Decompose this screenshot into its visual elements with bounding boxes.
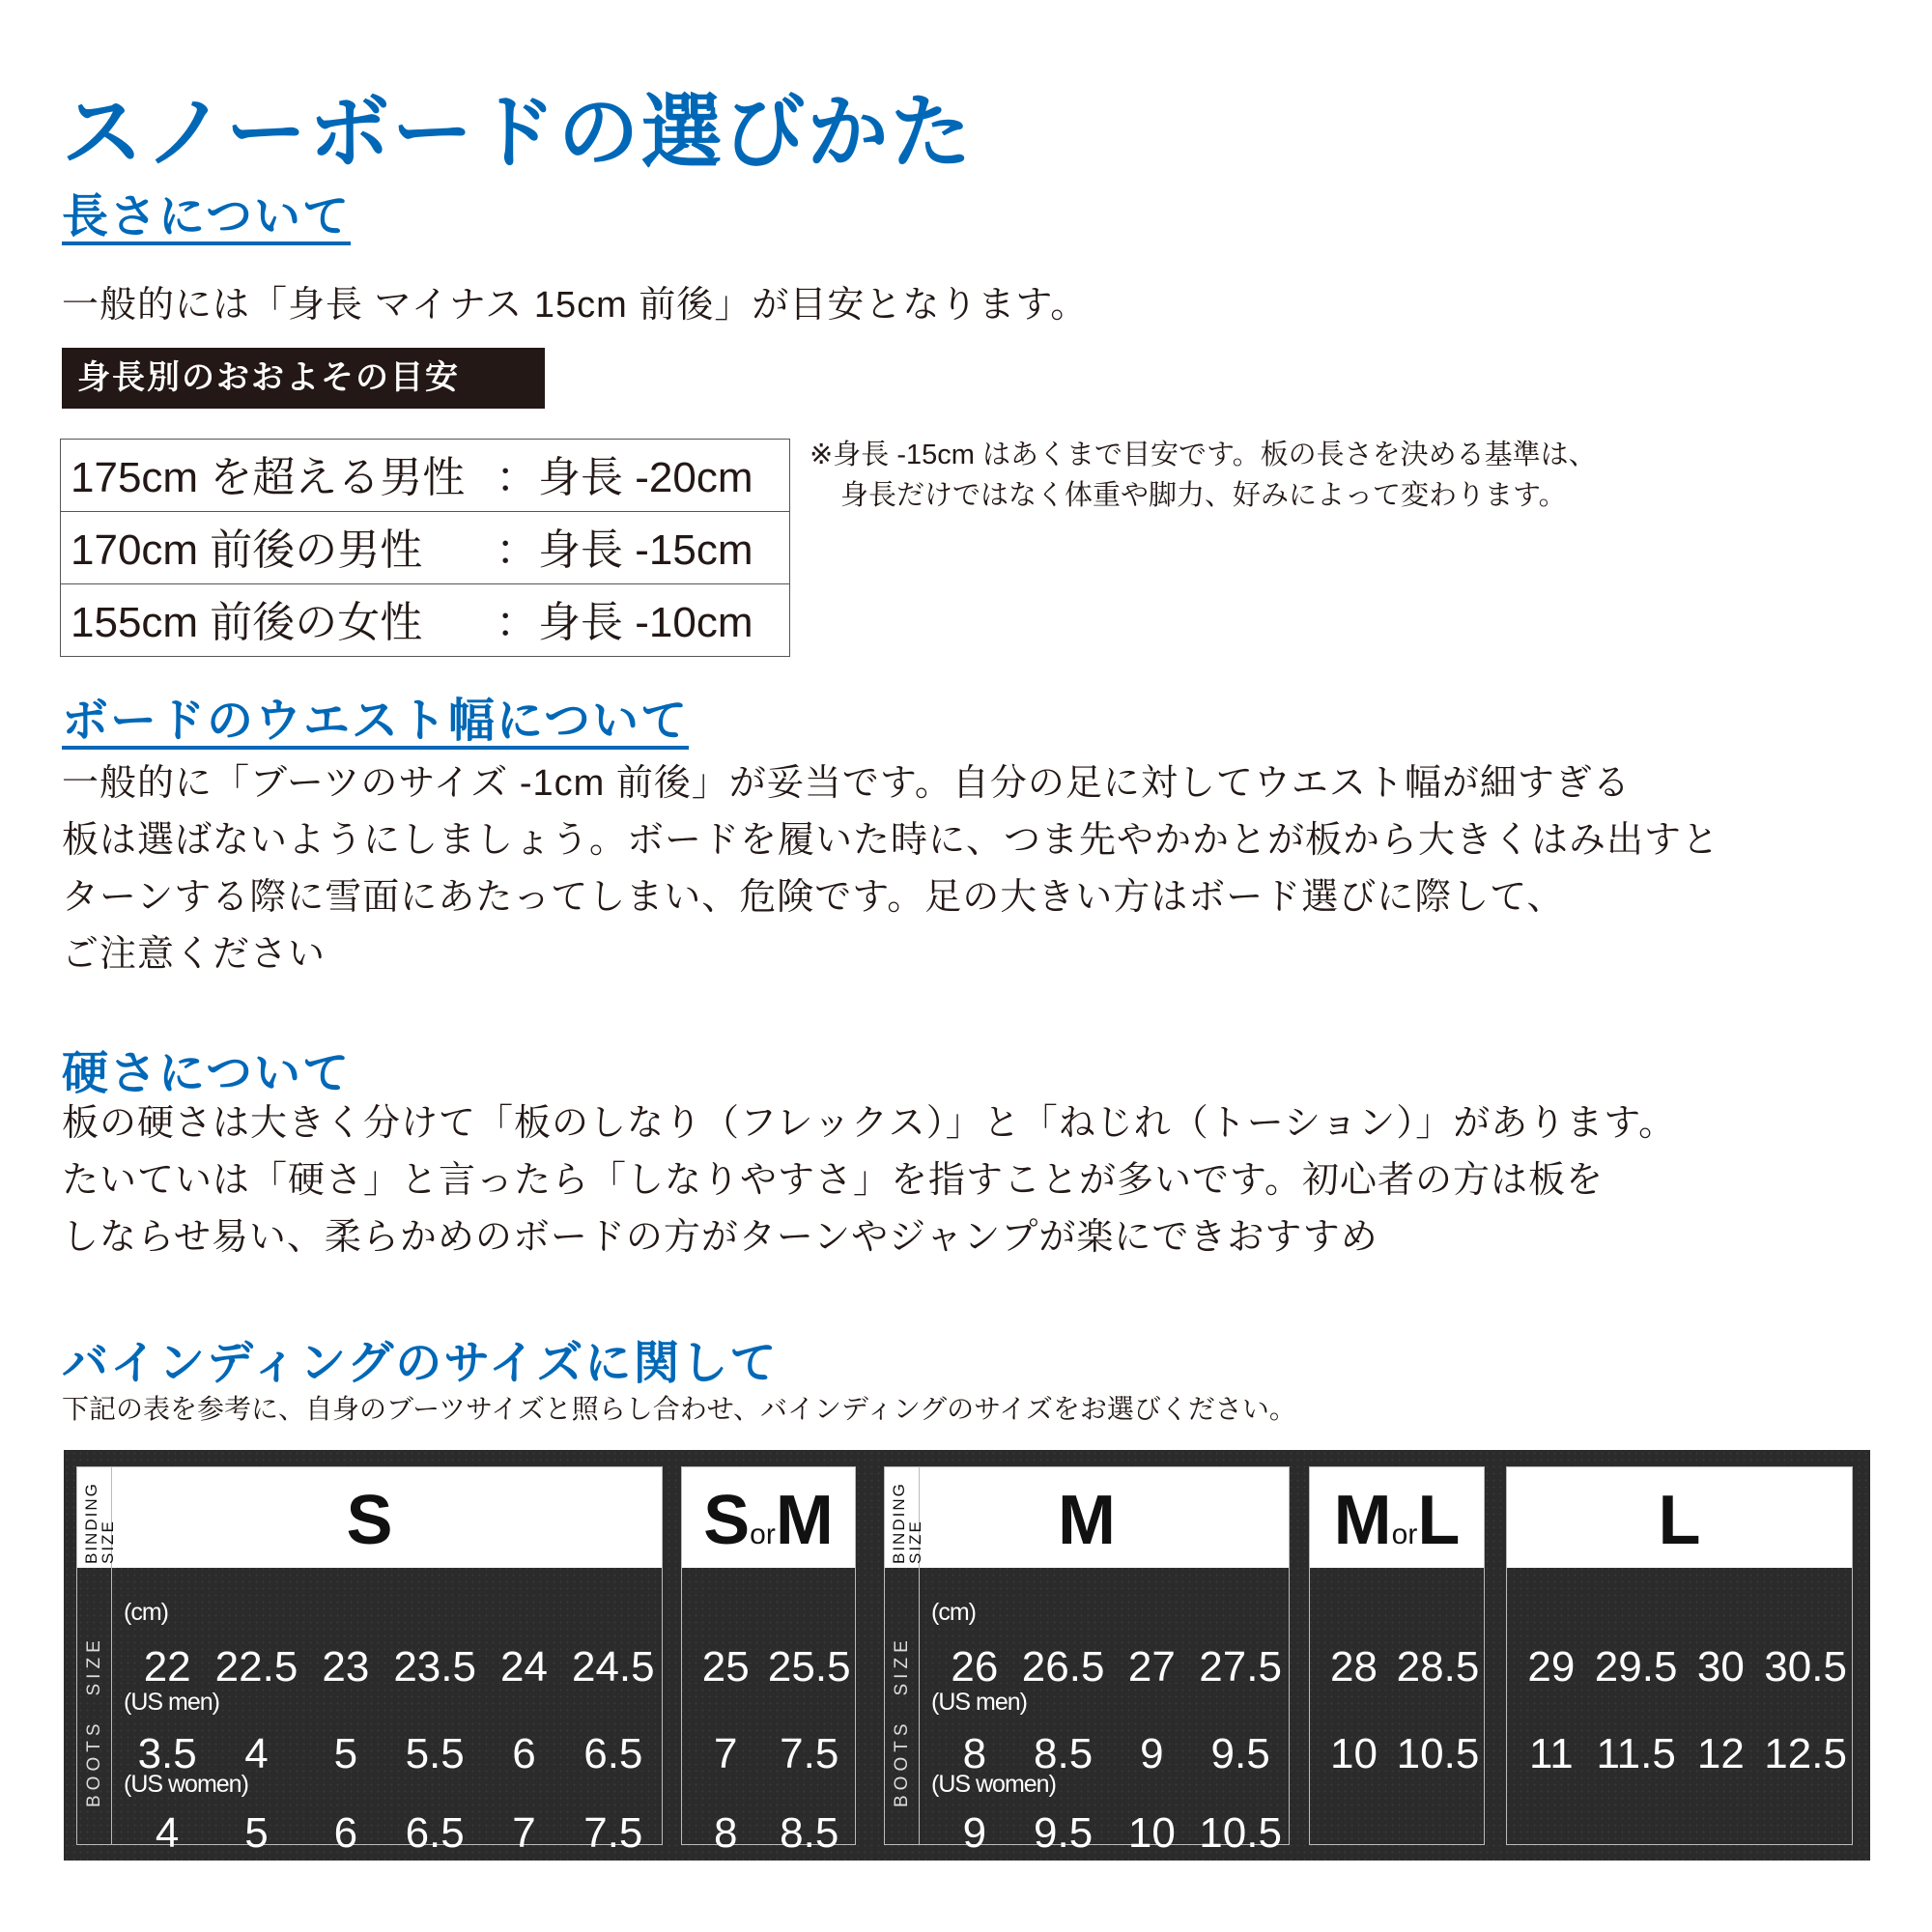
size-group-m — [884, 1466, 1290, 1857]
row-right: ：身長 -20cm — [496, 454, 753, 501]
table-row — [61, 512, 789, 584]
row-right: ：身長 -15cm — [496, 526, 753, 574]
size-value: 6.5 — [405, 1809, 465, 1857]
text-line: ターンする際に雪面にあたってしまい、危険です。足の大きい方はボード選びに際して、 — [62, 877, 1565, 918]
row-right: ：身長 -10cm — [496, 599, 753, 646]
group-header — [885, 1467, 1289, 1568]
or-text: or — [750, 1519, 776, 1550]
size-value: 5 — [333, 1730, 358, 1777]
size-group-s-or-m — [681, 1466, 856, 1857]
size-value: 7 — [714, 1730, 738, 1777]
binding-subtext: 下記の表を参考に、自身のブーツサイズと照らし合わせ、バインディングのサイズをお選びください。 — [62, 1394, 1296, 1424]
size-value: 27 — [1127, 1643, 1176, 1690]
binding-size — [885, 1477, 1289, 1564]
row-label-women: (US women) — [931, 1771, 1056, 1798]
text-line: ご注意ください — [62, 934, 327, 975]
size-value: 26.5 — [1021, 1643, 1105, 1690]
binding-size — [1507, 1477, 1852, 1564]
size-value: 6.5 — [583, 1730, 643, 1777]
size-value: 8.5 — [1034, 1730, 1094, 1777]
values-men — [1509, 1730, 1848, 1778]
binding-size-label — [891, 1482, 923, 1564]
size-value: 25 — [701, 1643, 750, 1690]
text-line: 一般的に「ブーツのサイズ -1cm 前後」が妥当です。自分の足に対してウエスト幅が細すぎる — [62, 763, 1631, 804]
values-cm — [930, 1643, 1285, 1691]
size-value: 26 — [951, 1643, 999, 1690]
values-men — [930, 1730, 1285, 1778]
values-men — [123, 1730, 658, 1778]
group-header — [1507, 1467, 1852, 1568]
row-left: 155cm 前後の女性 — [71, 599, 423, 646]
binding-size — [77, 1477, 662, 1564]
group-header — [682, 1467, 855, 1568]
stiffness-text — [62, 1095, 1676, 1266]
text-line: しならせ易い、柔らかめのボードの方がターンやジャンプが楽にできおすすめ — [62, 1217, 1378, 1258]
values-men — [1312, 1730, 1480, 1778]
size-value: 29.5 — [1594, 1643, 1678, 1690]
stiffness-heading: 硬さについて — [62, 1048, 352, 1099]
size-value: 12.5 — [1764, 1730, 1847, 1777]
size-value: 8 — [714, 1809, 738, 1857]
size-value: 7 — [512, 1809, 536, 1857]
label-line: SIZE — [906, 1520, 924, 1564]
row-label-men: (US men) — [931, 1689, 1027, 1716]
text-line: 板の硬さは大きく分けて「板のしなり（フレックス）」と「ねじれ（トーション）」があります。 — [62, 1103, 1677, 1144]
size-value: 8 — [962, 1730, 987, 1777]
size-letter: S — [346, 1482, 393, 1559]
size-value: 9.5 — [1210, 1730, 1270, 1777]
height-guide-label: 身長別のおおよその目安 — [62, 348, 545, 409]
size-value: 6 — [333, 1809, 358, 1857]
side-label-column — [885, 1467, 924, 1844]
values-women — [123, 1809, 658, 1858]
size-value: 22 — [143, 1643, 191, 1690]
text-line: たいていは「硬さ」と言ったら「しなりやすさ」を指すことが多いです。初心者の方は板を — [62, 1160, 1604, 1201]
size-value: 3.5 — [137, 1730, 197, 1777]
size-letter: M — [1058, 1482, 1116, 1559]
size-value: 9.5 — [1034, 1809, 1094, 1857]
size-value: 25.5 — [767, 1643, 851, 1690]
size-group-s — [76, 1466, 663, 1857]
size-group-m-or-l — [1309, 1466, 1485, 1845]
size-letter: L — [1658, 1482, 1701, 1559]
size-value: 23.5 — [393, 1643, 476, 1690]
values-cm — [1312, 1643, 1480, 1691]
row-label-cm: (cm) — [931, 1599, 976, 1626]
values-cm — [123, 1643, 658, 1691]
binding-size — [1310, 1477, 1484, 1578]
label-line: SIZE — [99, 1520, 117, 1564]
boots-size-label: BOOTS SIZE — [892, 1635, 912, 1807]
size-value: 27.5 — [1199, 1643, 1282, 1690]
size-value: 5 — [244, 1809, 269, 1857]
values-cm — [684, 1643, 851, 1691]
size-letter: L — [1417, 1482, 1461, 1559]
binding-size-label — [83, 1482, 116, 1564]
size-value: 11 — [1529, 1730, 1574, 1777]
size-value: 11.5 — [1596, 1730, 1676, 1777]
size-value: 7.5 — [583, 1809, 643, 1857]
label-line: BINDING — [82, 1482, 100, 1564]
length-heading: 長さについて — [62, 193, 351, 245]
size-value: 9 — [962, 1809, 987, 1857]
size-value: 10.5 — [1396, 1730, 1480, 1777]
size-value: 24.5 — [571, 1643, 655, 1690]
values-women — [930, 1809, 1285, 1858]
length-text: 一般的には「身長 マイナス 15cm 前後」が目安となります。 — [62, 285, 1089, 326]
binding-heading: バインディングのサイズに関して — [62, 1338, 779, 1389]
waist-heading: ボードのウエスト幅について — [62, 697, 689, 750]
size-letter: M — [1333, 1482, 1392, 1559]
group-header — [77, 1467, 662, 1568]
size-value: 29 — [1527, 1643, 1576, 1690]
size-value: 24 — [500, 1643, 548, 1690]
size-letter: M — [775, 1482, 834, 1559]
group-header — [1310, 1467, 1484, 1568]
size-value: 6 — [512, 1730, 536, 1777]
size-value: 30.5 — [1764, 1643, 1847, 1690]
row-label-cm: (cm) — [124, 1599, 168, 1626]
note-line: ※身長 -15cm はあくまで目安です。板の長さを決める基準は、 — [810, 440, 1597, 470]
size-value: 9 — [1140, 1730, 1164, 1777]
page-title: スノーボードの選びかた — [62, 87, 974, 178]
size-value: 12 — [1696, 1730, 1745, 1777]
row-left: 170cm 前後の男性 — [71, 526, 423, 574]
values-men — [684, 1730, 851, 1778]
size-value: 30 — [1696, 1643, 1745, 1690]
values-cm — [1509, 1643, 1848, 1691]
label-line: BINDING — [890, 1482, 908, 1564]
size-value: 7.5 — [780, 1730, 839, 1777]
table-row — [61, 440, 789, 512]
text-line: 板は選ばないようにしましょう。ボードを履いた時に、つま先やかかとが板から大きくはみ出すと — [62, 820, 1720, 861]
waist-text — [62, 755, 1719, 983]
values-women — [684, 1809, 851, 1858]
height-guide-table — [60, 439, 790, 657]
size-value: 10 — [1330, 1730, 1378, 1777]
table-row — [61, 584, 789, 656]
size-value: 8.5 — [780, 1809, 839, 1857]
size-letter: S — [703, 1482, 751, 1559]
size-value: 5.5 — [405, 1730, 465, 1777]
size-value: 10 — [1127, 1809, 1176, 1857]
size-value: 4 — [155, 1809, 180, 1857]
size-value: 4 — [244, 1730, 269, 1777]
size-value: 28.5 — [1396, 1643, 1480, 1690]
row-label-men: (US men) — [124, 1689, 219, 1716]
size-value: 10.5 — [1199, 1809, 1282, 1857]
size-value: 28 — [1330, 1643, 1378, 1690]
row-left: 175cm を超える男性 — [71, 454, 466, 501]
note-line: 身長だけではなく体重や脚力、好みによって変わります。 — [840, 480, 1567, 511]
binding-size-chart — [64, 1450, 1870, 1861]
binding-size — [682, 1477, 855, 1578]
size-value: 23 — [322, 1643, 370, 1690]
side-label-column — [77, 1467, 117, 1844]
boots-size-label: BOOTS SIZE — [84, 1635, 104, 1807]
size-group-l — [1506, 1466, 1853, 1845]
row-label-women: (US women) — [124, 1771, 248, 1798]
length-note — [810, 435, 1597, 516]
size-value: 22.5 — [214, 1643, 298, 1690]
or-text: or — [1391, 1519, 1418, 1550]
